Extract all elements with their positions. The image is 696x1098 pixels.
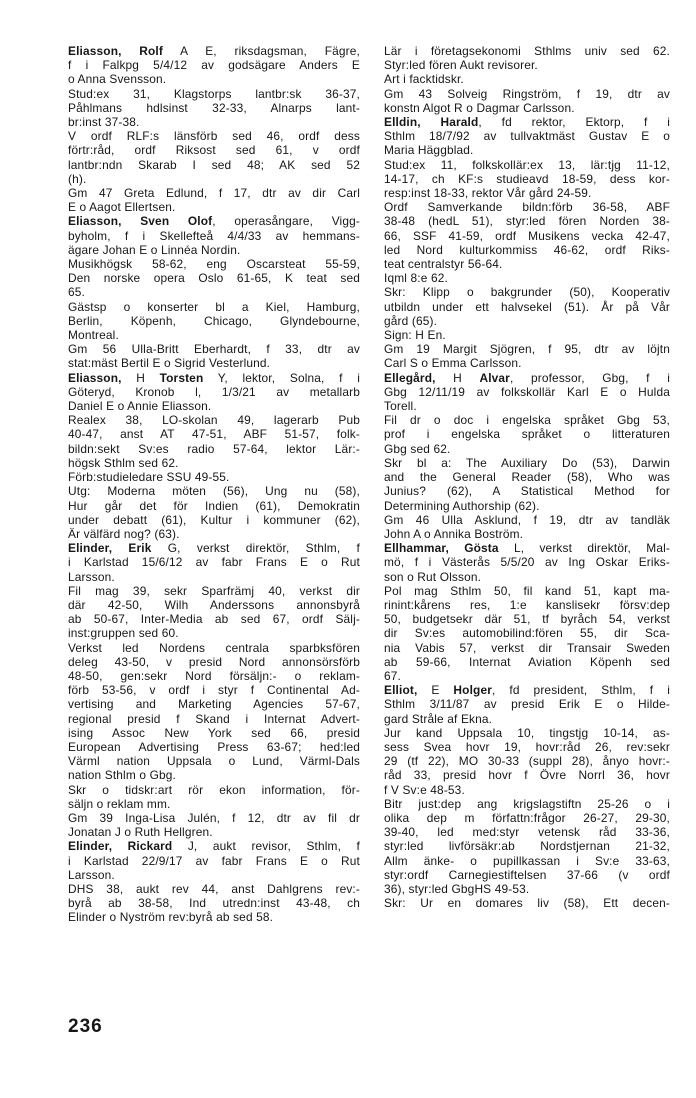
text-line: Stud:ex 11, folkskollär:ex 13, lär:tjg 11-12, xyxy=(384,157,670,172)
text-line: 50, budgetsekr där 51, tf byråch 54, verkst xyxy=(384,612,670,627)
text-line: Eliasson, H Torsten Y, lektor, Solna, f i xyxy=(68,370,360,385)
text-line: nation Sthlm o Gbg. xyxy=(68,768,176,783)
text-line: Iqml 8:e 62. xyxy=(384,271,448,286)
text-line: Gm 46 Ulla Asklund, f 19, dtr av tandläk xyxy=(384,512,670,527)
text-line: Ordf Samverkande bildn:förb 36-58, ABF xyxy=(384,200,670,215)
text-line: Skr o tidskr:art rör ekon information, för- xyxy=(68,782,360,797)
text-line: säljn o reklam mm. xyxy=(68,796,171,811)
text-line: byholm, f i Skellefteå 4/4/33 av hemmans- xyxy=(68,228,360,243)
text-line: 38-48 (hedL 51), styr:led fören Norden 38- xyxy=(384,214,670,229)
text-line: Realex 38, LO-skolan 49, lagerarb Pub xyxy=(68,413,360,428)
text-line: br:inst 37-38. xyxy=(68,115,140,130)
text-line: Allm änke- o pupillkassan i Sv:e 33-63, xyxy=(384,853,670,868)
text-line: Gm 19 Margit Sjögren, f 95, dtr av löjtn xyxy=(384,342,670,357)
text-line: under debatt (61), Kultur i kommuner (62), xyxy=(68,512,360,527)
text-line: bildn:sekt Sv:es radio 57-64, lektor Lär:- xyxy=(68,441,360,456)
text-line: ising Assoc New York sed 66, presid xyxy=(68,725,360,740)
text-line: gård (65). xyxy=(384,313,438,328)
text-line: ab 50-67, Inter-Media ab sed 67, ordf Sälj- xyxy=(68,612,360,627)
entry-name: Eliasson, Rolf xyxy=(68,44,163,58)
text-line: Daniel E o Annie Eliasson. xyxy=(68,399,212,414)
text-line: Art i facktidskr. xyxy=(384,72,464,87)
text-line: Elldin, Harald, fd rektor, Ektorp, f i xyxy=(384,115,670,130)
text-line: DHS 38, aukt rev 44, anst Dahlgrens rev:- xyxy=(68,881,360,896)
text-line: Elinder, Erik G, verkst direktör, Sthlm, f xyxy=(68,541,360,556)
text-line: European Advertising Press 63-67; hed:led xyxy=(68,739,360,754)
text-line: Sthlm 18/7/92 av tullvaktmäst Gustav E o xyxy=(384,129,670,144)
text-line: råd 33, presid hovr f Övre Norrl 36, hovr xyxy=(384,768,670,783)
page-number: 236 xyxy=(68,1016,103,1037)
text-line: E o Aagot Ellertsen. xyxy=(68,200,176,215)
entry-name: Ellegård, xyxy=(384,370,436,385)
entry-name: Eliasson, xyxy=(68,370,122,385)
text-line: Gm 56 Ulla-Britt Eberhardt, f 33, dtr av xyxy=(68,342,360,357)
text-line: 40-47, anst AT 47-51, ABF 51-57, folk- xyxy=(68,427,360,442)
text-line: Ellegård, H Alvar, professor, Gbg, f i xyxy=(384,370,670,385)
text-line: Lär i företagsekonomi Sthlms univ sed 62. xyxy=(384,44,670,58)
text-line: Värml nation Uppsala o Lund, Värml-Dals xyxy=(68,754,360,769)
text-line: lantbr:ndn Skarab I sed 48; AK sed 52 xyxy=(68,157,360,172)
text-line: f i Falkpg 5/4/12 av godsägare Anders E xyxy=(68,58,360,73)
text-line: Gm 39 Inga-Lisa Julén, f 12, dtr av fil dr xyxy=(68,810,360,825)
text-line: Verkst led Nordens centrala sparbksfören xyxy=(68,640,360,655)
text-line: Determining Authorship (62). xyxy=(384,498,540,513)
text-line: Förb:studieledare SSU 49-55. xyxy=(68,470,230,485)
text-line: 66, SSF 41-59, ordf Musikens vecka 42-47, xyxy=(384,228,670,243)
text-line: Sign: H En. xyxy=(384,328,446,343)
text-line: Larsson. xyxy=(68,867,115,882)
entry-name: Ellhammar, Gösta xyxy=(384,541,499,556)
text-line: Eliasson, Sven Olof, operasångare, Vigg- xyxy=(68,214,360,229)
text-line: dir Sv:es automobilind:fören 55, dir Sca- xyxy=(384,626,670,641)
text-line: deleg 43-50, v presid Nord annonsörsförb xyxy=(68,654,360,669)
text-line: and the General Reader (58), Who was xyxy=(384,470,670,485)
text-line: nia Vabis 57, verkst dir Transair Sweden xyxy=(384,640,670,655)
entry-name: Elinder, Erik xyxy=(68,541,152,556)
text-line: Påhlmans hdlsinst 32-33, Alnarps lant- xyxy=(68,100,360,115)
text-line: resp:inst 18-33, rektor Vår gård 24-59. xyxy=(384,186,592,201)
text-line: 39-40, led med:styr vetensk råd 33-36, xyxy=(384,825,670,840)
entry-name: Holger xyxy=(453,683,492,698)
text-line: 14-17, ch KF:s studieavd 18-59, dess kor- xyxy=(384,171,670,186)
text-line: Stud:ex 31, Klagstorps lantbr:sk 36-37, xyxy=(68,86,360,101)
text-line: (h). xyxy=(68,171,87,186)
text-line: f V Sv:e 48-53. xyxy=(384,782,465,797)
text-line: Gästsp o konserter bl a Kiel, Hamburg, xyxy=(68,299,360,314)
text-line: i Karlstad 15/6/12 av fabr Frans E o Rut xyxy=(68,555,360,570)
text-line: John A o Annika Boström. xyxy=(384,526,524,541)
text-line: Eliasson, Rolf A E, riksdagsman, Fägre, xyxy=(68,44,360,58)
text-line: Skr: Ur en domares liv (58), Ett decen- xyxy=(384,896,670,911)
entry-name: Torsten xyxy=(159,370,204,385)
text-line: 48-50, gen:sekr Nord försäljn:- o reklam- xyxy=(68,668,360,683)
text-line: o Anna Svensson. xyxy=(68,72,167,87)
text-line: förb 53-56, v ordf i styr f Continental Ad- xyxy=(68,683,360,698)
text-line: Elliot, E Holger, fd president, Sthlm, f i xyxy=(384,683,670,698)
text-line: Torell. xyxy=(384,399,417,414)
entry-name: Elinder, Rickard xyxy=(68,839,173,854)
text-line: Bitr just:dep ang krigslagstiftn 25-26 o i xyxy=(384,796,670,811)
text-line: Den norske opera Oslo 61-65, K teat sed xyxy=(68,271,360,286)
text-line: 29 (tf 22), MO 30-33 (suppl 28), ånyo hovr:- xyxy=(384,754,670,769)
text-line: Fil mag 39, sekr Sparfrämj 40, verkst dir xyxy=(68,583,360,598)
text-line: Jonatan J o Ruth Hellgren. xyxy=(68,825,213,840)
text-line: Elinder o Nyström rev:byrå ab sed 58. xyxy=(68,910,274,925)
text-line: utbildn under ett halvsekel (51). År på Vår xyxy=(384,299,670,314)
right-column xyxy=(384,44,670,910)
text-line: regional presid f Skand i Internat Advert- xyxy=(68,711,360,726)
text-line: olika dep m författn:frågor 26-27, 29-30, xyxy=(384,810,670,825)
text-line: stat:mäst Bertil E o Sigrid Vesterlund. xyxy=(68,356,271,371)
text-line: Maria Häggblad. xyxy=(384,143,474,158)
text-line: i Karlstad 22/9/17 av fabr Frans E o Rut xyxy=(68,853,360,868)
text-line: Styr:led fören Aukt revisorer. xyxy=(384,58,538,73)
entry-name: Elliot, xyxy=(384,683,418,698)
text-line: Elinder, Rickard J, aukt revisor, Sthlm, f xyxy=(68,839,361,854)
text-line: Pol mag Sthlm 50, fil kand 51, kapt ma- xyxy=(384,583,670,598)
text-line: rinint:kårens res, 1:e kanslisekr försv:dep xyxy=(384,597,670,612)
text-line: vertising and Marketing Agencies 57-67, xyxy=(68,697,360,712)
text-line: teat centralstyr 56-64. xyxy=(384,257,503,272)
text-line: Gbg 12/11/19 av folkskollär Karl E o Hulda xyxy=(384,384,670,399)
text-line: Skr: Klipp o bakgrunder (50), Kooperativ xyxy=(384,285,670,300)
text-line: Är välfärd nog? (63). xyxy=(68,526,180,541)
text-line: Jur kand Uppsala 10, tingstjg 10-14, as- xyxy=(384,725,670,740)
text-line: Gm 43 Solveig Ringström, f 19, dtr av xyxy=(384,86,670,101)
text-line: V ordf RLF:s länsförb sed 46, ordf dess xyxy=(68,129,360,144)
text-line: ab 59-66, Internat Aviation Köpenh sed xyxy=(384,654,670,669)
text-line: Skr bl a: The Auxiliary Do (53), Darwin xyxy=(384,455,670,470)
entry-name: Elldin, Harald xyxy=(384,115,479,130)
text-line: prof i engelska språket o litteraturen xyxy=(384,427,670,442)
text-line: Carl S o Emma Carlsson. xyxy=(384,356,522,371)
text-line: inst:gruppen sed 60. xyxy=(68,626,179,641)
text-line: gard Stråle af Ekna. xyxy=(384,711,493,726)
text-line: Junius? (62), A Statistical Method for xyxy=(384,484,670,499)
text-line: förtr:råd, ordf Riksost sed 61, v ordf xyxy=(68,143,360,158)
text-line: Montreal. xyxy=(68,328,119,343)
text-line: Sthlm 3/11/87 av presid Erik E o Hilde- xyxy=(384,697,670,712)
text-line: Utg: Moderna möten (56), Ung nu (58), xyxy=(68,484,360,499)
text-line: 65. xyxy=(68,285,85,300)
text-line: Hur går det för Indien (61), Demokratin xyxy=(68,498,360,513)
text-line: konstn Algot R o Dagmar Carlsson. xyxy=(384,100,575,115)
text-line: Fil dr o doc i engelska språket Gbg 53, xyxy=(384,413,670,428)
text-line: byrå ab 38-58, Ind utredn:inst 43-48, ch xyxy=(68,896,360,911)
text-line: Musikhögsk 58-62, eng Oscarsteat 55-59, xyxy=(68,257,360,272)
text-line: Göteryd, Kronob l, 1/3/21 av metallarb xyxy=(68,384,360,399)
left-column xyxy=(68,44,360,925)
text-line: 67. xyxy=(384,668,401,683)
text-line: Ellhammar, Gösta L, verkst direktör, Mal- xyxy=(384,541,670,556)
text-line: ägare Johan E o Linnéa Nordin. xyxy=(68,242,241,257)
text-line: mö, f i Västerås 5/5/20 av Ing Oskar Eriks- xyxy=(384,555,670,570)
text-line: högsk Sthlm sed 62. xyxy=(68,455,179,470)
text-line: där 42-50, Wilh Anderssons annonsbyrå xyxy=(68,597,360,612)
text-line: Gm 47 Greta Edlund, f 17, dtr av dir Carl xyxy=(68,186,360,201)
entry-name: Alvar xyxy=(479,370,510,385)
text-line: led Nord kulturkommiss 46-62, ordf Riks- xyxy=(384,242,670,257)
text-line: 36), styr:led GbgHS 49-53. xyxy=(384,881,530,896)
entry-name: Eliasson, Sven Olof xyxy=(68,214,213,229)
text-line: sess Svea hovr 19, hovr:råd 26, rev:sekr xyxy=(384,739,670,754)
text-line: styr:ordf Carnegiestiftelsen 37-66 (v ordf xyxy=(384,867,670,882)
text-line: Berlin, Köpenh, Chicago, Glyndebourne, xyxy=(68,313,360,328)
text-line: styr:led livförsäkr:ab Nordstjernan 21-32, xyxy=(384,839,670,854)
text-line: son o Rut Olsson. xyxy=(384,569,482,584)
text-line: Larsson. xyxy=(68,569,115,584)
text-line: Gbg sed 62. xyxy=(384,441,451,456)
